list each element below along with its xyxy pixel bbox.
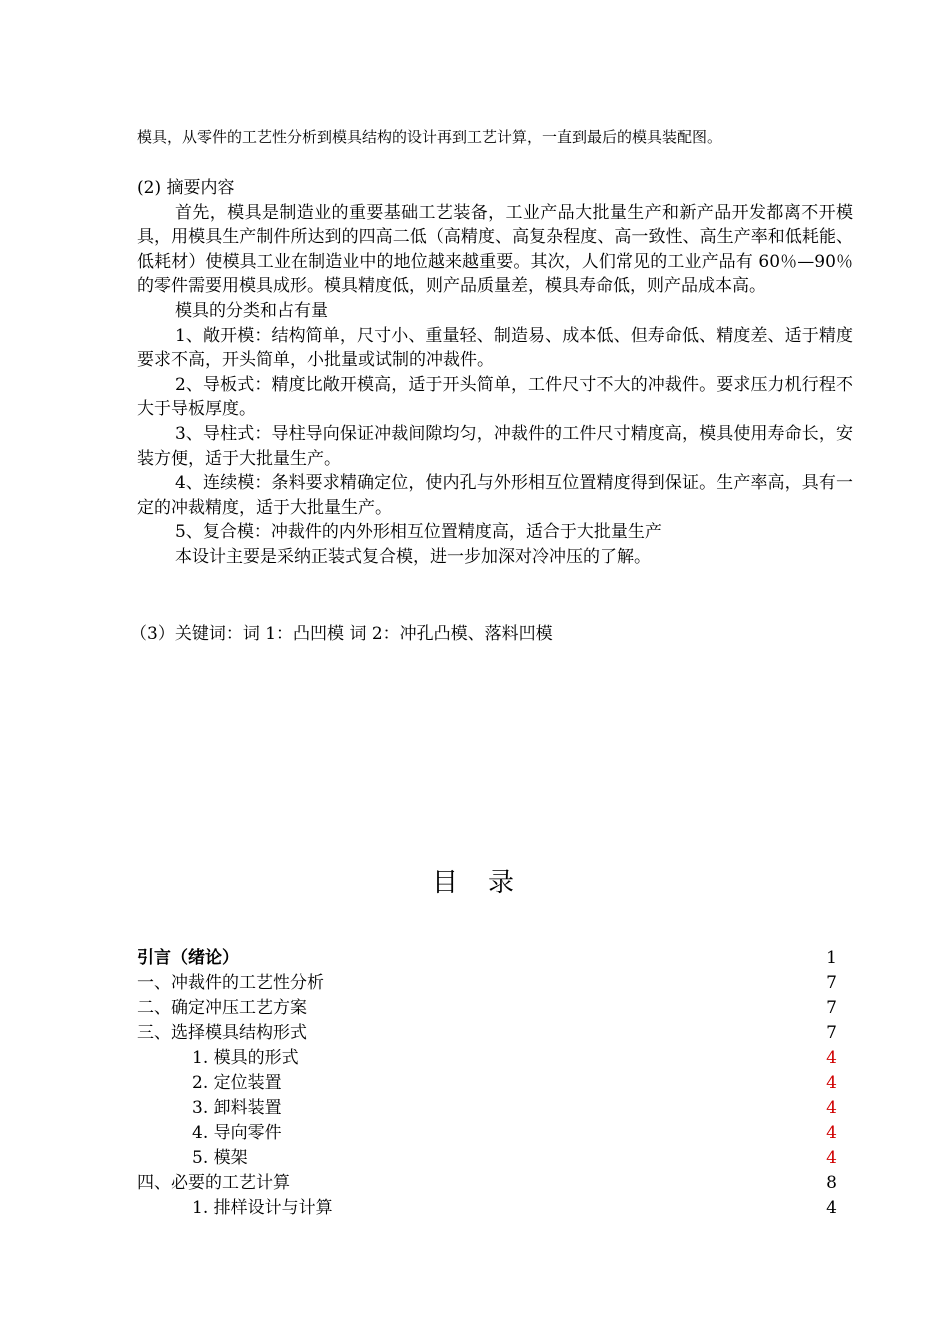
toc-subentry [137,1146,837,1171]
toc-entry-page: 4 [826,1123,837,1143]
abstract-paragraph: 4、连续模：条料要求精确定位，使内孔与外形相互位置精度得到保证。生产率高，具有一定的冲裁精度，适于大批量生产。 [137,473,853,518]
toc-entry [137,1171,837,1196]
toc-entry-page: 7 [826,998,837,1018]
abstract-paragraph: 2、导板式：精度比敞开模高，适于开头简单，工件尺寸不大的冲裁件。要求压力机行程不大于导板厚度。 [137,374,853,420]
toc-entry-page: 4 [826,1048,837,1068]
toc-entry [137,1021,837,1046]
abstract-paragraph: 模具的分类和占有量 [175,300,328,321]
keywords-line: （3）关键词：词 1：凸凹模 词 2：冲孔凸模、落料凹模 [130,624,553,644]
toc-subentry [137,1046,837,1071]
toc-entry-label: 一、冲裁件的工艺性分析 [137,973,324,993]
toc-subentry [137,1096,837,1121]
toc-title: 目录 [431,868,544,898]
toc-entry [137,971,837,996]
toc-entry-label: 三、选择模具结构形式 [137,1023,307,1043]
toc-entry-label: 四、必要的工艺计算 [137,1173,290,1193]
toc-entry-page: 4 [826,1148,837,1168]
abstract-section [137,176,853,570]
toc-entry-page: 4 [826,1198,837,1218]
toc-subentry [137,1196,837,1221]
toc-entry-label: 3. 卸料装置 [192,1098,282,1118]
toc-entry-page: 7 [826,973,837,993]
abstract-paragraph: 5、复合模：冲裁件的内外形相互位置精度高，适合于大批量生产 [175,522,662,543]
toc-entry [137,996,837,1021]
toc-entry-page: 8 [826,1173,837,1193]
toc-subentry [137,1121,837,1146]
toc-entry-page: 4 [826,1073,837,1093]
toc-entry-label: 1. 排样设计与计算 [192,1198,333,1218]
toc-entry-page: 7 [826,1023,837,1043]
toc-entry-page: 4 [826,1098,837,1118]
abstract-paragraph: 本设计主要是采纳正装式复合模，进一步加深对冷冲压的了解。 [175,546,651,567]
toc-entry-label: 4. 导向零件 [192,1123,282,1143]
toc-entry [137,946,837,971]
abstract-paragraph: 3、导柱式：导柱导向保证冲裁间隙均匀，冲裁件的工件尺寸精度高，模具使用寿命长，安装方便，适于大批量生产。 [137,423,853,469]
table-of-contents [137,946,837,1221]
toc-entry-label: 二、确定冲压工艺方案 [137,998,307,1018]
toc-entry-page: 1 [826,948,837,968]
toc-subentry [137,1071,837,1096]
intro-continuation-line: 模具，从零件的工艺性分析到模具结构的设计再到工艺计算，一直到最后的模具装配图。 [137,128,723,146]
toc-entry-label: 2. 定位装置 [192,1073,282,1093]
toc-entry-label: 1. 模具的形式 [192,1048,299,1068]
toc-entry-label: 5. 模架 [192,1148,248,1168]
abstract-heading: (2) 摘要内容 [137,178,235,198]
abstract-paragraph: 首先，模具是制造业的重要基础工艺装备，工业产品大批量生产和新产品开发都离不开模具，用模具生产制件所达到的四高二低（高精度、高复杂程度、高一致性、高生产率和低耗能、低耗材）使模具工业在制造业中的地位越来越重要。其次，人们常见的工业产品有 60％—90％的零件需要用模具成形。模具精度低，则产品质量差，模具寿命低，则产品成本高。 [137,202,853,297]
abstract-paragraph: 1、敞开模：结构简单，尺寸小、重量轻、制造易、成本低、但寿命低、精度差、适于精度要求不高，开头简单，小批量或试制的冲裁件。 [137,325,853,371]
toc-entry-label: 引言（绪论） [137,948,239,968]
